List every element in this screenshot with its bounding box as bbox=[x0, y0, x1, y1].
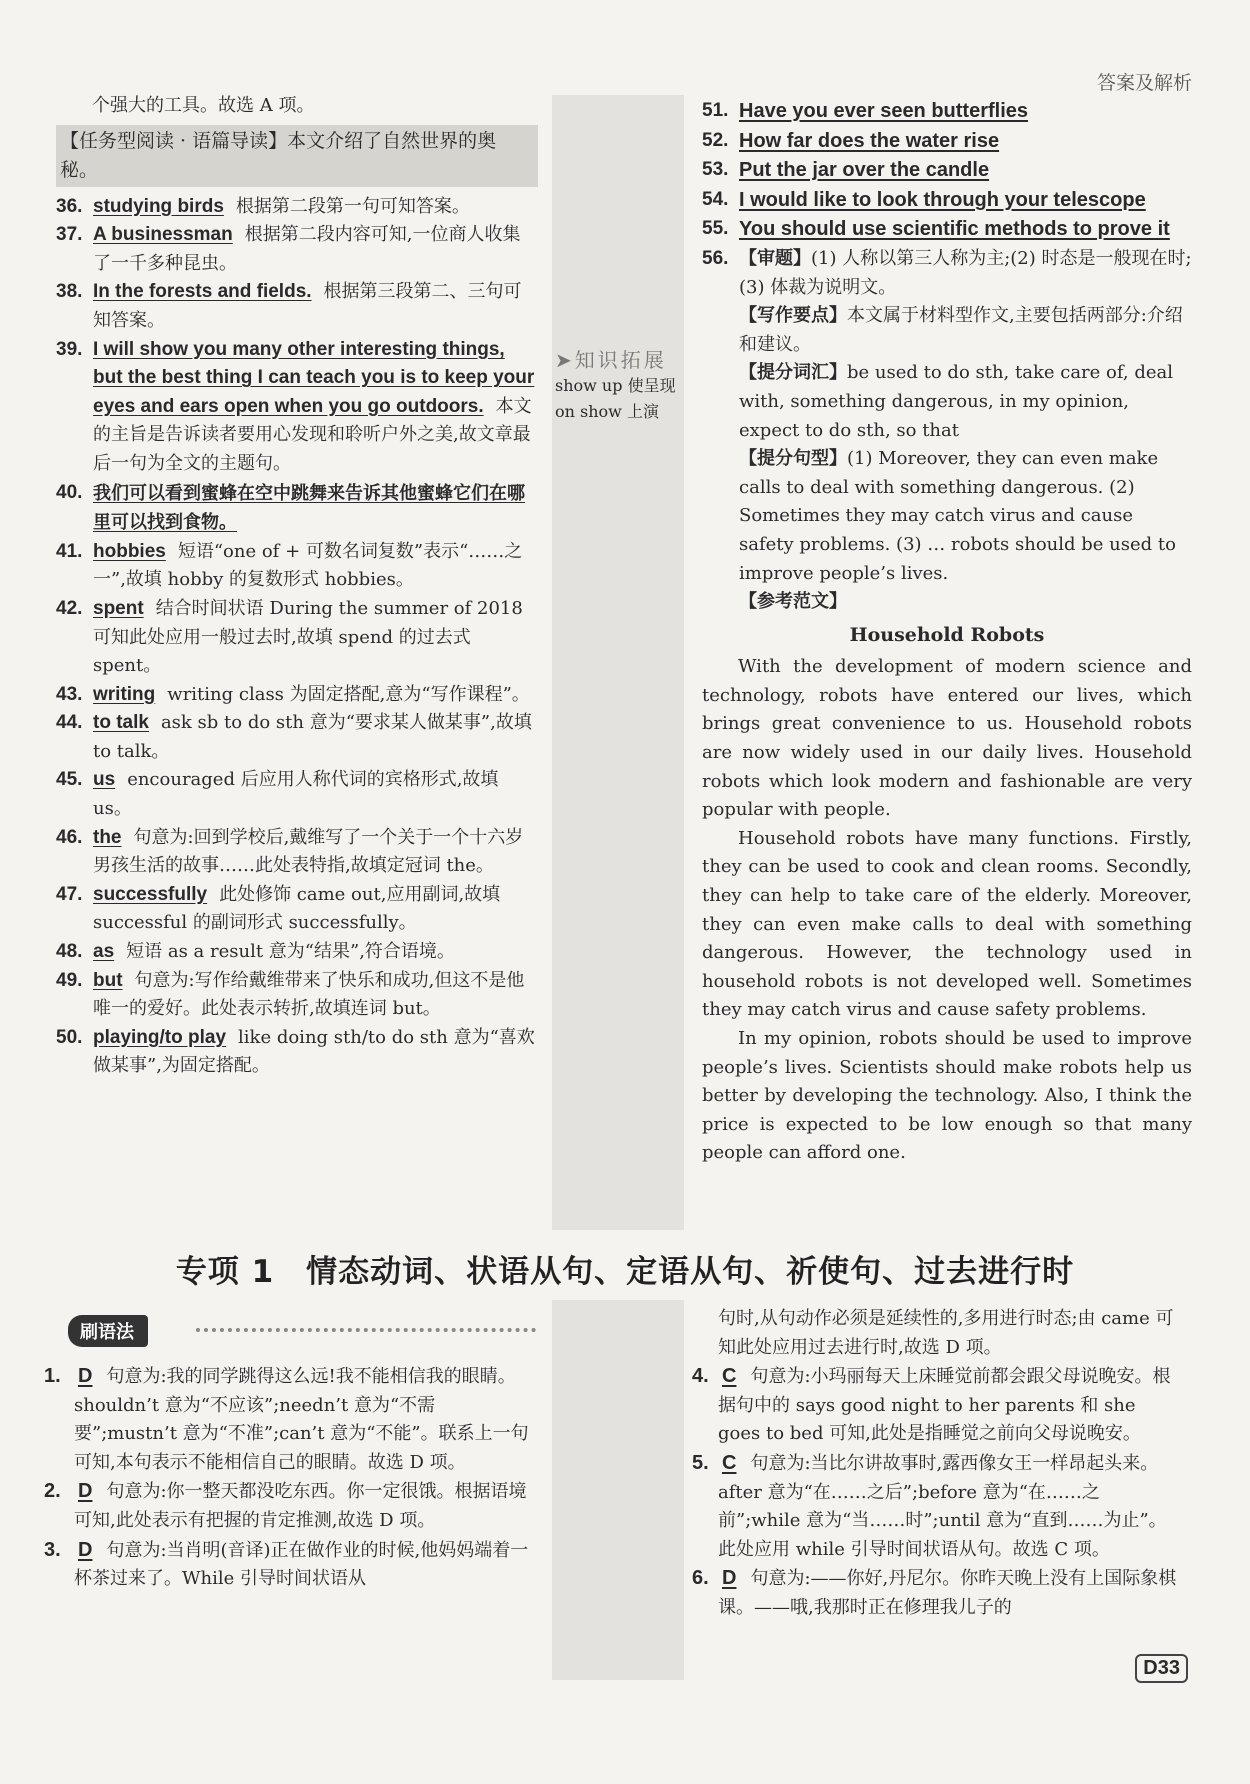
answer-item: 37. A businessman 根据第二段内容可知,一位商人收集了一千多种昆虫。 bbox=[56, 224, 521, 274]
essay-title: Household Robots bbox=[849, 623, 1045, 646]
answer-item: 49. but 句意为:写作给戴维带来了快乐和成功,但这不是他唯一的爱好。此处表示转折,故填连词 but。 bbox=[56, 969, 525, 1020]
answer-item: 53. Put the jar over the candle bbox=[702, 159, 990, 182]
knowledge-sidebar bbox=[555, 347, 685, 425]
answer-item: 42. spent 结合时间状语 During the summer of 2018 可知此处应用一般过去时,故填 spend 的过去式 spent。 bbox=[56, 597, 523, 677]
sidebar-line: on show 上演 bbox=[555, 402, 659, 421]
grammar-badge: 刷语法 bbox=[68, 1315, 148, 1347]
answer-item: 4. C 句意为:小玛丽每天上床睡觉前都会跟父母说晚安。根据句中的 says good night to her parents 和 she goes to bed 可知,此处是指睡觉之前向父母说晚安。 bbox=[692, 1365, 1171, 1445]
answer-item: 44. to talk ask sb to do sth 意为“要求某人做某事”,故填 to talk。 bbox=[56, 712, 532, 762]
answer-item: 47. successfully 此处修饰 came out,应用副词,故填 successful 的副词形式 successfully。 bbox=[56, 883, 501, 934]
page-header: 答案及解析 bbox=[1096, 72, 1192, 94]
answer-item: 1. D 句意为:我的同学跳得这么远!我不能相信我的眼睛。shouldn’t 意为“不应该”;needn’t 意为“不需要”;mustn’t 意为“不准”;can’t 意为“不能”。联系上一句可知,本句表示不能相信自己的眼睛。故选 D 项。 bbox=[44, 1365, 529, 1473]
answer-item: 2. D 句意为:你一整天都没吃东西。你一定很饿。根据语境可知,此处表示有把握的肯定推测,故选 D 项。 bbox=[44, 1480, 527, 1531]
margin-stripe bbox=[552, 1300, 684, 1680]
analysis-block: 【审题】(1) 人称以第三人称为主;(2) 时态是一般现在时;(3) 体裁为说明文。 bbox=[739, 247, 1192, 298]
bottom-right-column bbox=[692, 1305, 1182, 1623]
model-essay-label: 【参考范文】 bbox=[739, 591, 847, 613]
model-essay bbox=[702, 621, 1192, 1168]
answer-item: 51. Have you ever seen butterflies bbox=[702, 100, 1029, 122]
essay-paragraph: In my opinion, robots should be used to improve people’s lives. Scientists should make robots help us better by developing the technology. Also, I think the price is expected to be low enough so that many people can afford one. bbox=[702, 1028, 1192, 1164]
answer-item: 48. as 短语 as a result 意为“结果”,符合语境。 bbox=[56, 941, 455, 963]
answer-item: 5. C 句意为:当比尔讲故事时,露西像女王一样昂起头来。after 意为“在……之后”;before 意为“在……之前”;while 意为“当……时”;until 意为“直到……为止”。此处应用 while 引导时间状语从句。故选 C 项。 bbox=[692, 1451, 1167, 1560]
margin-stripe bbox=[552, 95, 684, 1230]
answer-item: 40. 我们可以看到蜜蜂在空中跳舞来告诉其他蜜蜂它们在哪里可以找到食物。 bbox=[56, 481, 525, 533]
answer-item: 38. In the forests and fields. 根据第三段第二、三句可知答案。 bbox=[56, 281, 522, 331]
passage-guide: 【任务型阅读 · 语篇导读】本文介绍了自然世界的奥秘。 bbox=[56, 125, 538, 187]
key-points-block: 【写作要点】本文属于材料型作文,主要包括两部分:介绍和建议。 bbox=[739, 305, 1183, 355]
answer-item: 43. writing writing class 为固定搭配,意为“写作课程”。 bbox=[56, 683, 530, 705]
vocab-block: 【提分词汇】be used to do sth, take care of, deal with, something dangerous, in my opinion, expect to do sth, so that bbox=[739, 362, 1174, 441]
list-item: 个强大的工具。故选 A 项。 bbox=[92, 95, 315, 116]
page-number: D33 bbox=[1135, 1654, 1188, 1683]
answer-item: 41. hobbies 短语“one of + 可数名词复数”表示“……之一”,故填 hobby 的复数形式 hobbies。 bbox=[56, 540, 523, 591]
bottom-left-column bbox=[44, 1362, 538, 1594]
answer-item: 55. You should use scientific methods to prove it bbox=[702, 218, 1170, 241]
answer-item: 36. studying birds 根据第二段第一句可知答案。 bbox=[56, 195, 470, 217]
answer-item: 39. I will show you many other interesting things, but the best thing I can teach you is to keep your eyes and ears open when you go outdoors. 本文的主旨是告诉读者要用心发现和聆听户外之美,故文章最后一句为全文的主题句。 bbox=[56, 338, 535, 474]
sidebar-line: show up 使呈现 bbox=[555, 376, 676, 395]
answer-item: 52. How far does the water rise bbox=[702, 129, 1000, 152]
essay-paragraph: Household robots have many functions. Firstly, they can be used to cook and clean rooms. Secondly, they can help to take care of the elderly. Moreover, they can even make calls to deal with something dangerous. However, the technology used in household robots is not developed well. Sometimes they may catch virus and cause safety problems. bbox=[702, 827, 1192, 1021]
section-title: 专项 1 情态动词、状语从句、定语从句、祈使句、过去进行时 bbox=[175, 1254, 1075, 1290]
answer-item: 45. us encouraged 后应用人称代词的宾格形式,故填 us。 bbox=[56, 769, 499, 820]
answer-item: 6. D 句意为:——你好,丹尼尔。你昨天晚上没有上国际象棋课。——哦,我那时正在修理我儿子的 bbox=[692, 1567, 1177, 1618]
essay-paragraph: With the development of modern science and technology, robots have entered our lives, which brings great convenience to us. Household robots are now widely used in our daily lives. Household robots which look modern and fashionable are very popular with people. bbox=[702, 656, 1192, 821]
left-column bbox=[56, 92, 538, 1081]
answer-item: 50. playing/to play like doing sth/to do sth 意为“喜欢做某事”,为固定搭配。 bbox=[56, 1026, 535, 1077]
arrow-icon: ➤ bbox=[555, 348, 575, 372]
answer-item: 3. D 句意为:当肖明(音译)正在做作业的时候,他妈妈端着一杯茶过来了。While 引导时间状语从 bbox=[44, 1538, 529, 1590]
answer-item: 54. I would like to look through your telescope bbox=[702, 188, 1146, 211]
writing-item: 56. 【审题】(1) 人称以第三人称为主;(2) 时态是一般现在时;(3) 体裁为说明文。 【写作要点】本文属于材料型作文,主要包括两部分:介绍和建议。 【提分词汇】be used to do sth, take care of, deal with, something dangerous, in my opinion, expect to do sth, so that 【提分句型】(1) Moreover, they can even make calls to deal with something dangerous. (2) Sometimes they may catch virus and cause safety problems. (3) … robots should be used to improve people’s lives. 【参考范文】 bbox=[702, 245, 1192, 617]
right-column bbox=[702, 97, 1192, 1168]
dotted-divider bbox=[196, 1328, 536, 1332]
sentence-block: 【提分句型】(1) Moreover, they can even make calls to deal with something dangerous. (2) Sometimes they may catch virus and cause safety problems. (3) … robots should be used to improve people’s lives. bbox=[739, 448, 1176, 584]
sidebar-title: ➤知识拓展 bbox=[555, 348, 667, 372]
answer-item: 46. the 句意为:回到学校后,戴维写了一个关于一个十六岁男孩生活的故事……此处表特指,故填定冠词 the。 bbox=[56, 826, 524, 877]
continued-text: 句时,从句动作必须是延续性的,多用进行时态;由 came 可知此处应用过去进行时,故选 D 项。 bbox=[718, 1308, 1174, 1358]
